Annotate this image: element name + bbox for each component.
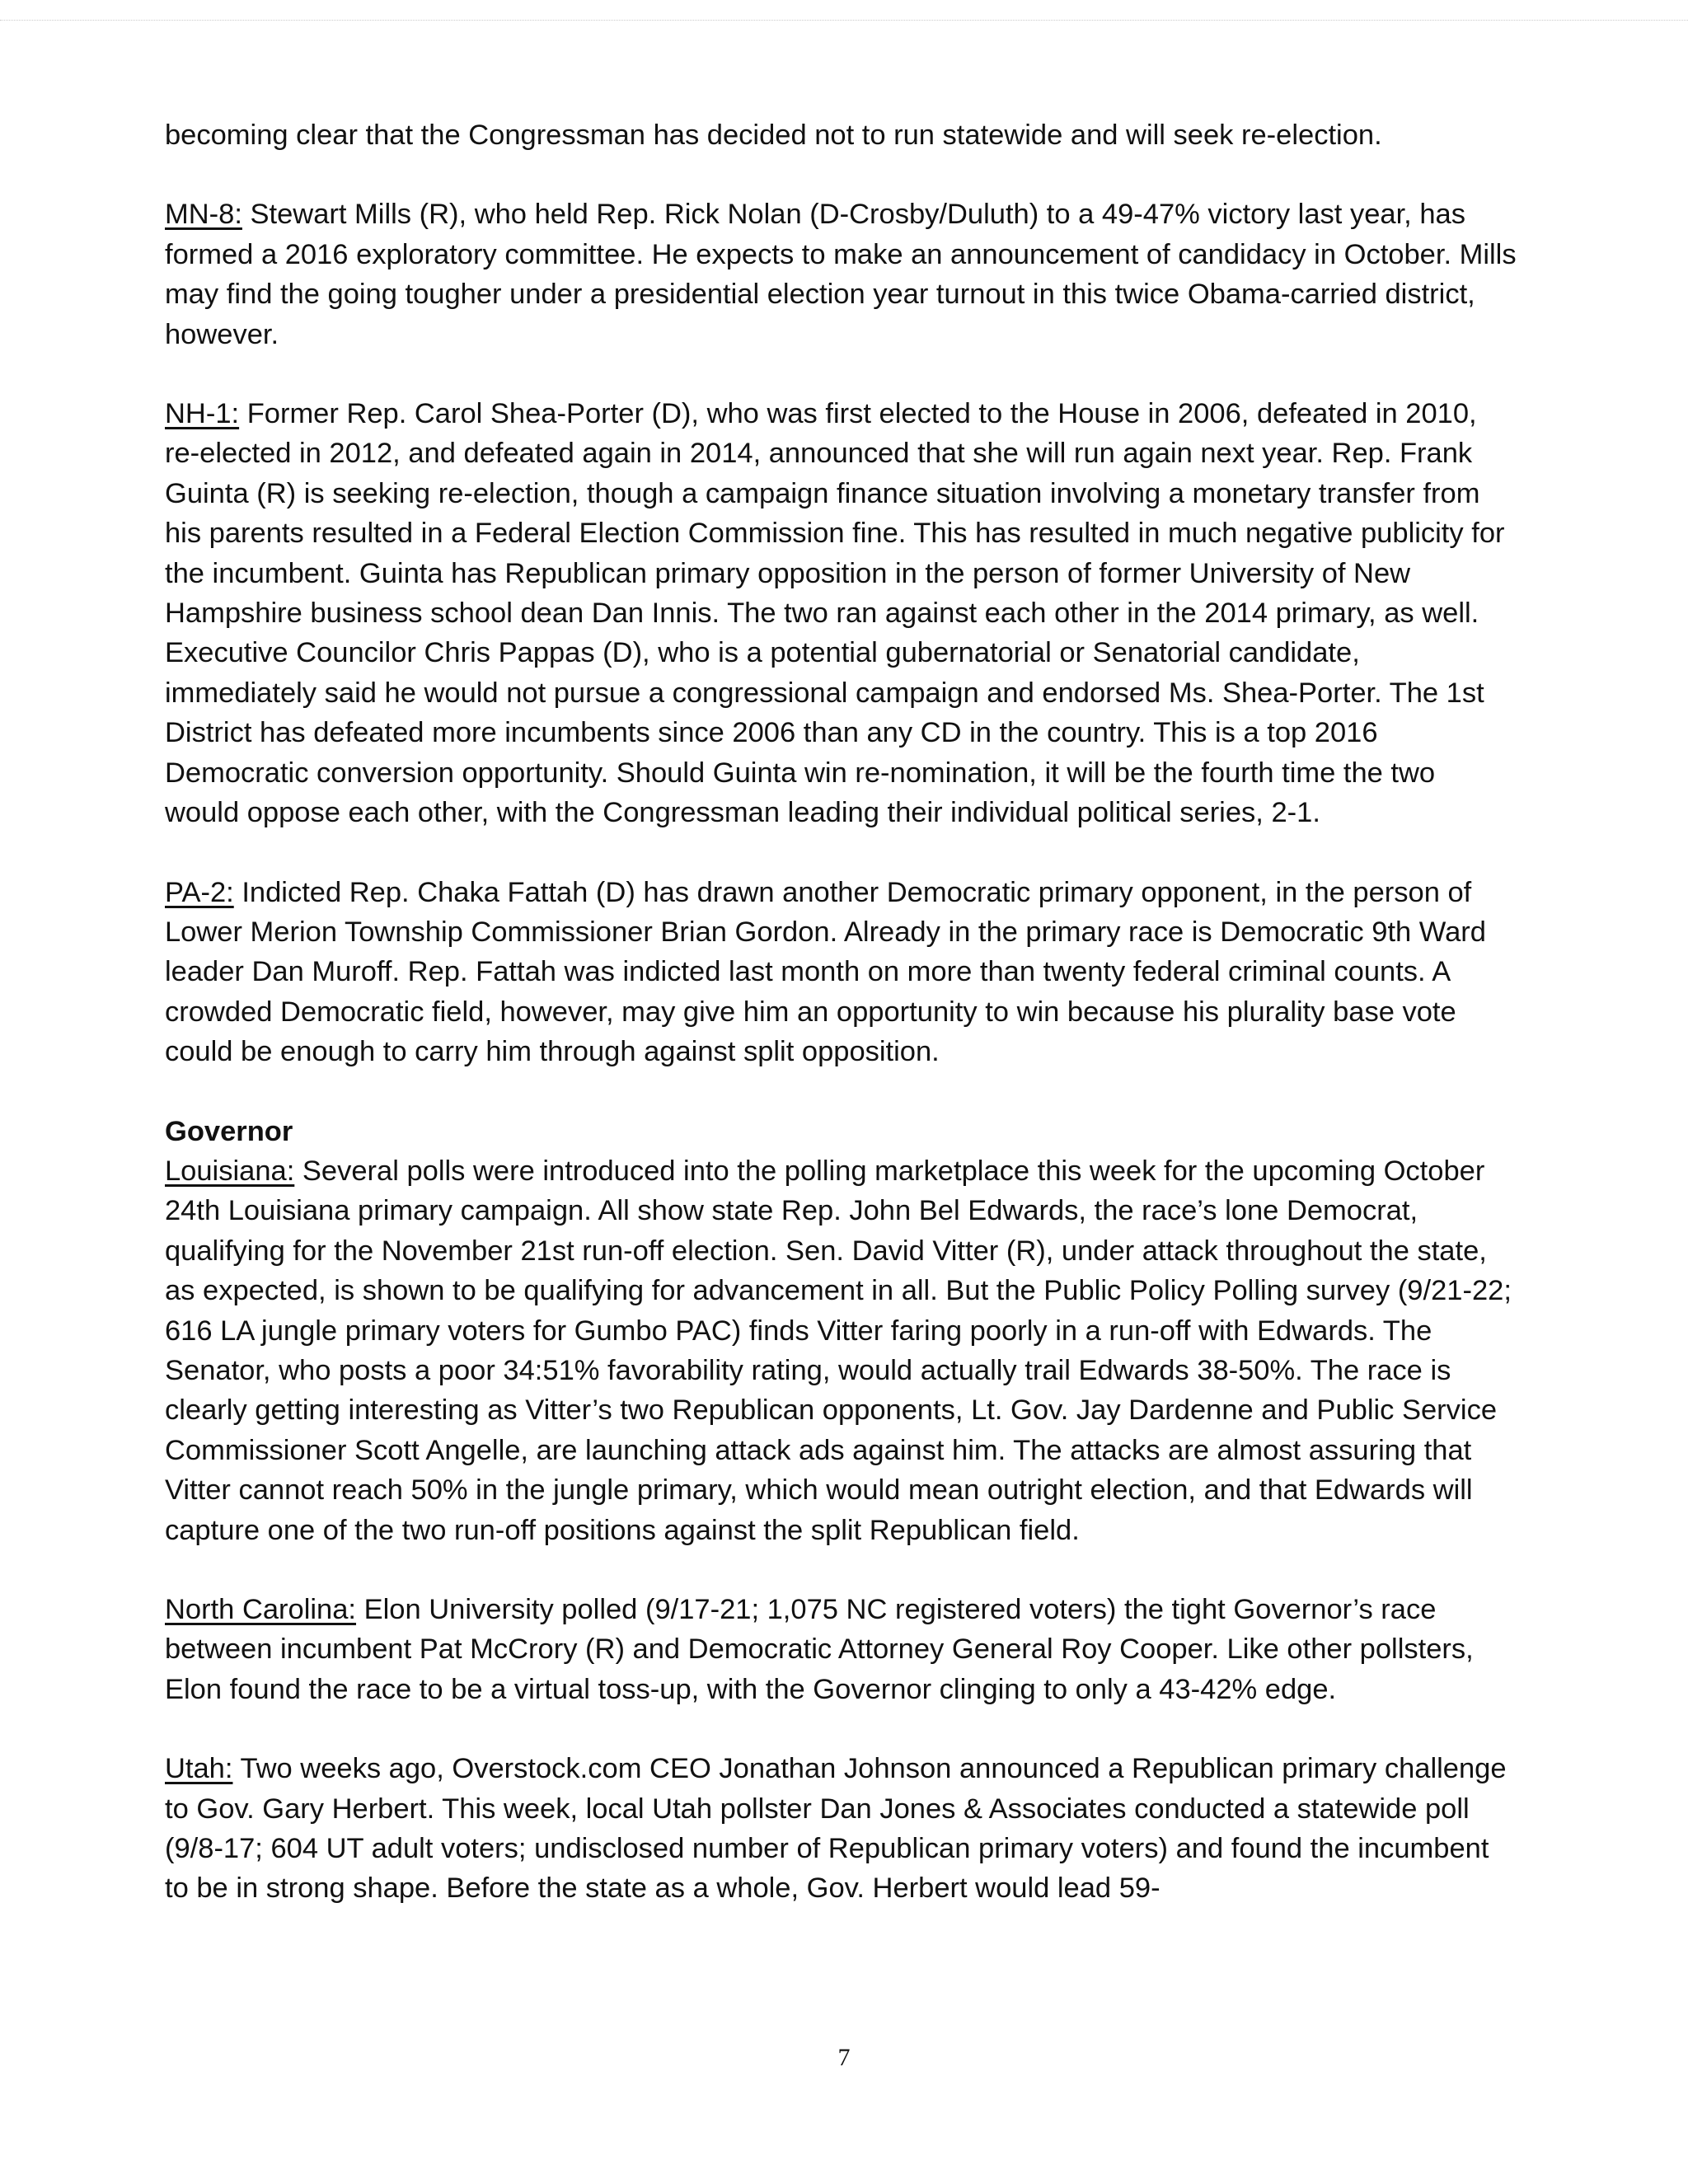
intro-paragraph [165, 115, 1517, 155]
paragraph-gap [165, 1072, 1517, 1112]
pa2-label: PA-2: [165, 876, 234, 908]
north-carolina-text: Elon University polled (9/17-21; 1,075 NC registered voters) the tight Governor’s race between incumbent Pat McCrory (R) and Democratic Attorney General Roy Cooper. Like other pollsters, Elon found the race to be a virtual toss-up, with the Governor clinging to only a 43-42% edge. [165, 1594, 1474, 1705]
intro-text: becoming clear that the Congressman has decided not to run statewide and will seek re-election. [165, 120, 1382, 151]
governor-heading: Governor [165, 1115, 293, 1147]
north-carolina-label: North Carolina: [165, 1594, 357, 1625]
mn8-text: Stewart Mills (R), who held Rep. Rick Nolan (D-Crosby/Duluth) to a 49-47% victory last year, has formed a 2016 exploratory committee. He expects to make an announcement of candidacy in October. Mills may find the going tougher under a presidential election year turnout in this twice Obama-carried district, however. [165, 199, 1517, 350]
mn8-label: MN-8: [165, 199, 242, 231]
page-number: 7 [837, 2044, 851, 2071]
paragraph-gap [165, 833, 1517, 873]
paragraph-gap [165, 354, 1517, 394]
paragraph-gap [165, 155, 1517, 194]
louisiana-text: Several polls were introduced into the polling marketplace this week for the upcoming October 24th Louisiana primary campaign. All show state Rep. John Bel Edwards, the race’s lone Democrat, qualifying for the November 21st run-off election. Sen. David Vitter (R), under attack throughout the state, as expected, is shown to be qualifying for advancement in all. But the Public Policy Polling survey (9/21-22; 616 LA jungle primary voters for Gumbo PAC) finds Vitter faring poorly in a run-off with Edwards. The Senator, who posts a poor 34:51% favorability rating, would actually trail Edwards 38-50%. The race is clearly getting interesting as Vitter’s two Republican opponents, Lt. Gov. Jay Dardenne and Public Service Commissioner Scott Angelle, are launching attack ads against him. The attacks are almost assuring that Vitter cannot reach 50% in the jungle primary, which would mean outright election, and that Edwards will capture one of the two run-off positions against the split Republican field. [165, 1155, 1512, 1546]
pa2-paragraph [165, 873, 1517, 1072]
louisiana-label: Louisiana: [165, 1155, 295, 1187]
utah-paragraph [165, 1749, 1517, 1909]
pa2-text: Indicted Rep. Chaka Fattah (D) has drawn another Democratic primary opponent, in the person of Lower Merion Township Commissioner Brian Gordon. Already in the primary race is Democratic 9th Ward leader Dan Muroff. Rep. Fattah was indicted last month on more than twenty federal criminal counts. A crowded Democratic field, however, may give him an opportunity to win because his plurality base vote could be enough to carry him through against split opposition. [165, 876, 1486, 1068]
nh1-paragraph [165, 394, 1517, 832]
louisiana-paragraph [165, 1151, 1517, 1550]
nh1-text: Former Rep. Carol Shea-Porter (D), who was first elected to the House in 2006, defeated in 2010, re-elected in 2012, and defeated again in 2014, announced that she will run again next year. Rep. Frank Guinta (R) is seeking re-election, though a campaign finance situation involving a monetary transfer from his parents resulted in a Federal Election Commission fine. This has resulted in much negative publicity for the incumbent. Guinta has Republican primary opposition in the person of former University of New Hampshire business school dean Dan Innis. The two ran against each other in the 2014 primary, as well. Executive Councilor Chris Pappas (D), who is a potential gubernatorial or Senatorial candidate, immediately said he would not pursue a congressional campaign and endorsed Ms. Shea-Porter. The 1st District has defeated more incumbents since 2006 than any CD in the country. This is a top 2016 Democratic conversion opportunity. Should Guinta win re-nomination, it will be the fourth time the two would oppose each other, with the Congressman leading their individual political series, 2-1. [165, 398, 1505, 829]
nh1-label: NH-1: [165, 398, 240, 430]
scan-edge-artifact [0, 0, 1688, 21]
north-carolina-paragraph [165, 1590, 1517, 1709]
paragraph-gap [165, 1709, 1517, 1749]
document-page [165, 115, 1517, 1909]
paragraph-gap [165, 1550, 1517, 1590]
mn8-paragraph [165, 194, 1517, 354]
utah-label: Utah: [165, 1753, 233, 1785]
utah-text: Two weeks ago, Overstock.com CEO Jonathan Johnson announced a Republican primary challenge to Gov. Gary Herbert. This week, local Utah pollster Dan Jones & Associates conducted a statewide poll (9/8-17; 604 UT adult voters; undisclosed number of Republican primary voters) and found the incumbent to be in strong shape. Before the state as a whole, Gov. Herbert would lead 59- [165, 1753, 1507, 1905]
